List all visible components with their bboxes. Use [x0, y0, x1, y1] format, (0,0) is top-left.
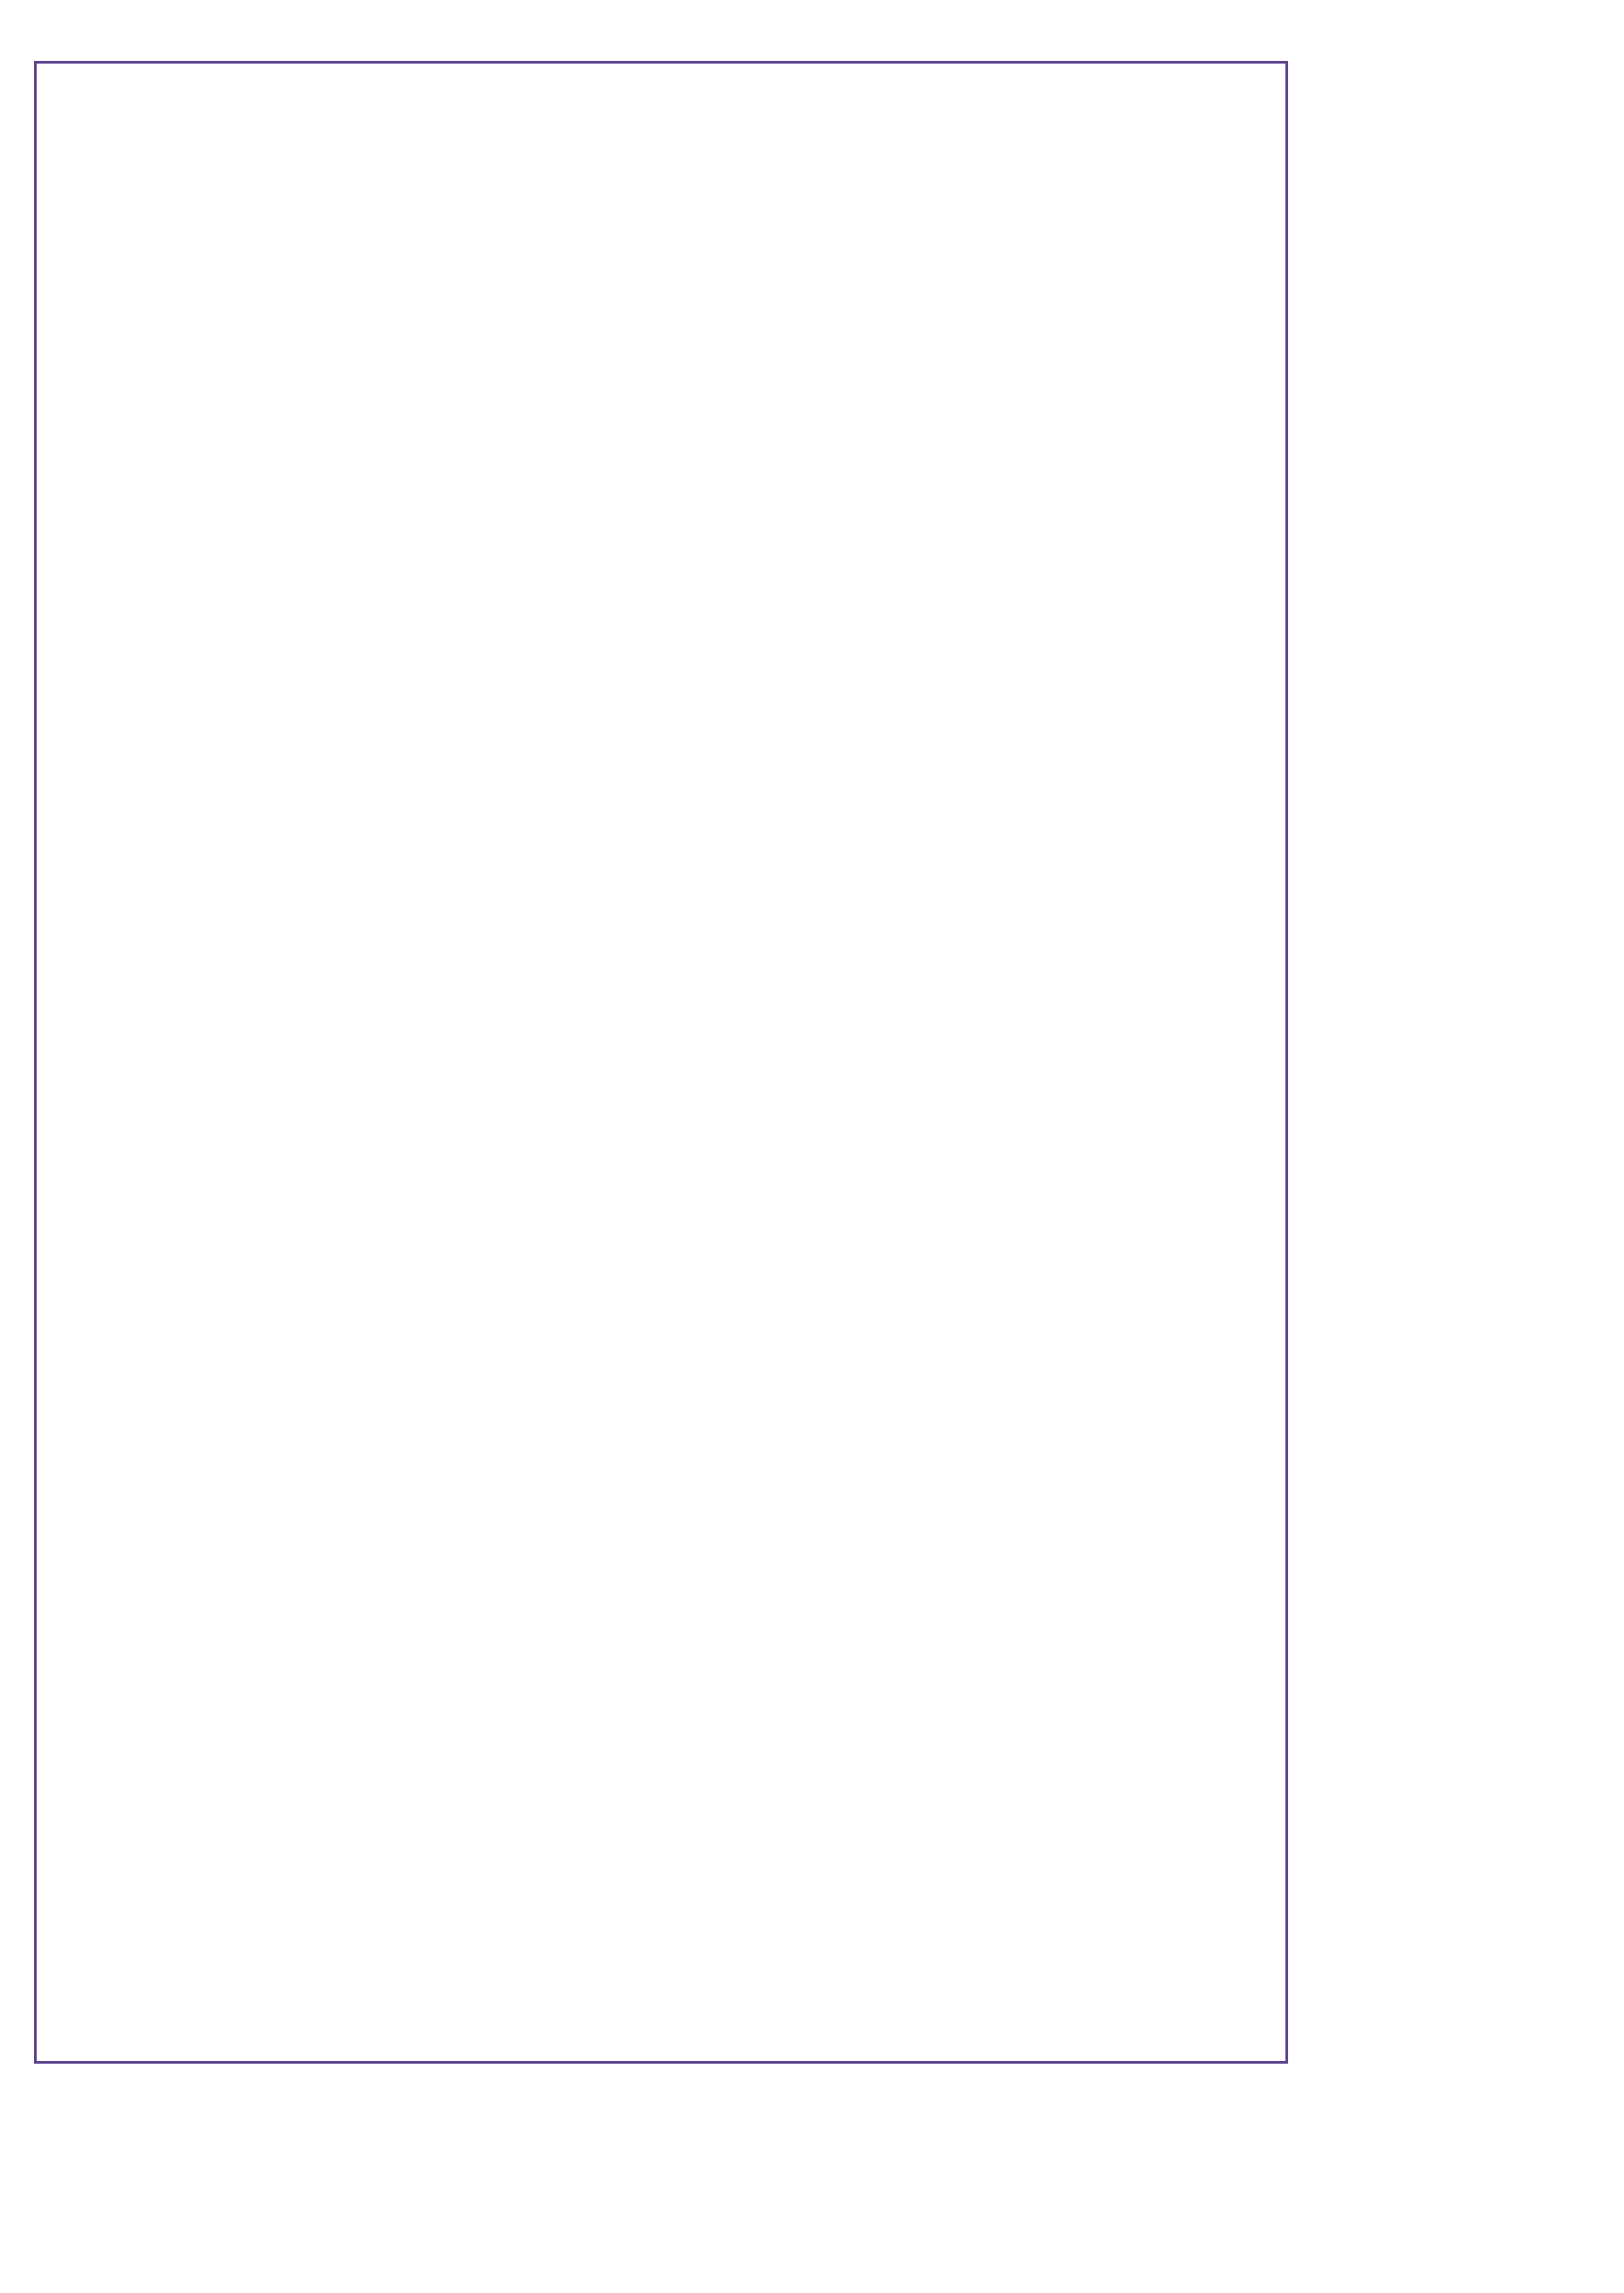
menu-calendar [34, 61, 1288, 2064]
